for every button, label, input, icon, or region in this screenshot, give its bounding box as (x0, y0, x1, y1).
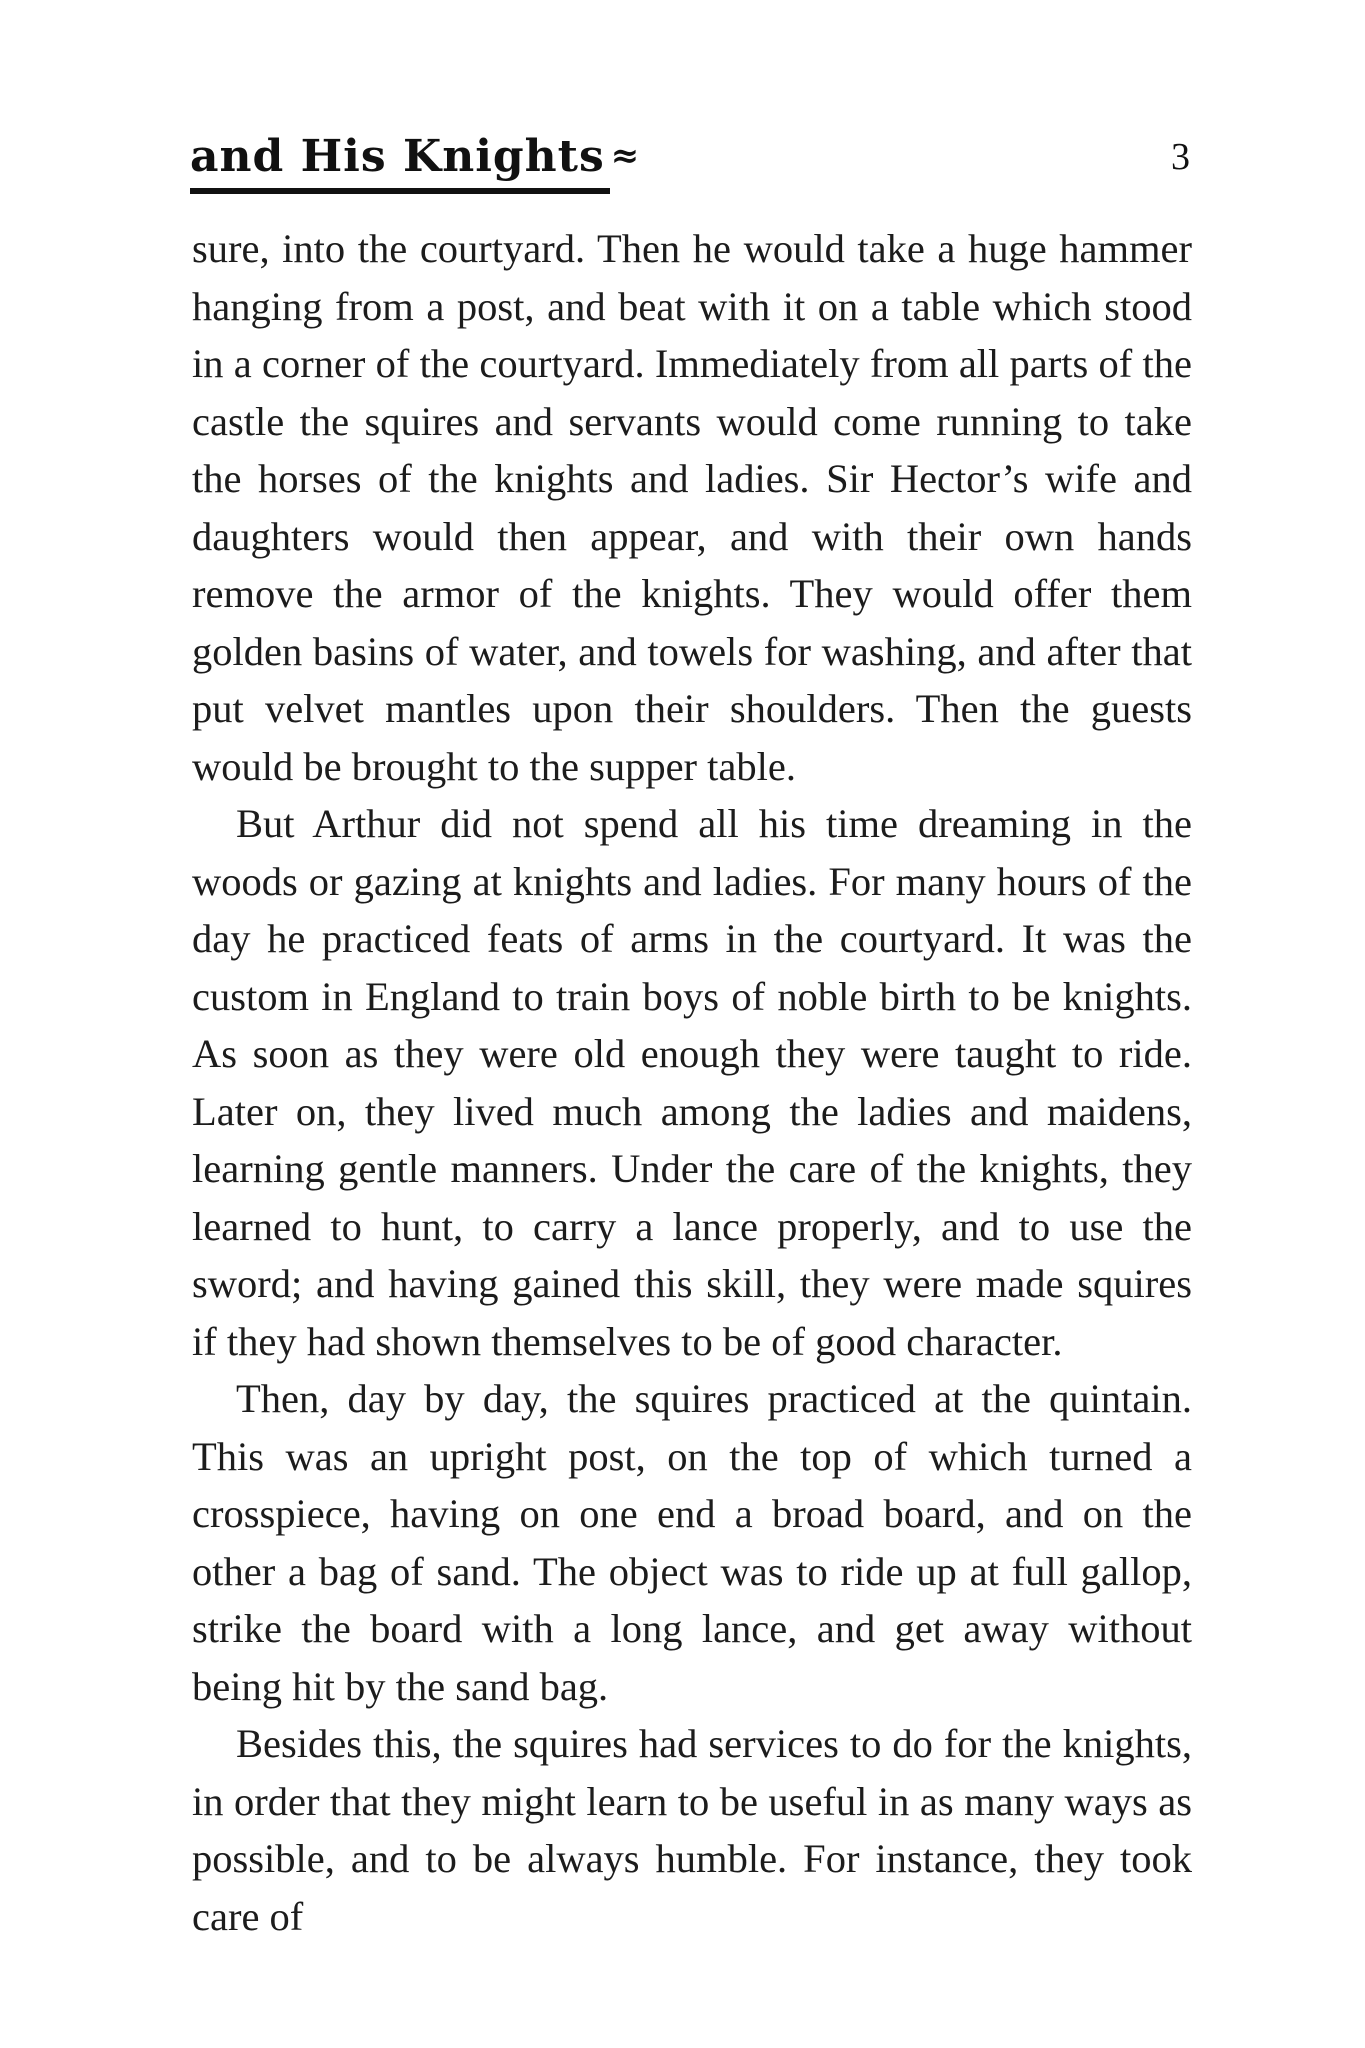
paragraph-3: Then, day by day, the squires practiced at the quintain. This was an upright post, on the top of which turned a crosspiece, having on one end a broad board, and on the other a bag of sand. The object was to ride up at full gallop, strike the board with a long lance, and get away without being hit by the sand bag. (192, 1376, 1192, 1709)
running-title-text: and His Knights (190, 131, 605, 182)
paragraph-2: But Arthur did not spend all his time dreaming in the woods or gazing at knights and ladies. For many hours of the day he practiced feats of arms in the courtyard. It was the custom in England to train boys of noble birth to be knights. As soon as they were old enough they were taught to ride. Later on, they lived much among the ladies and maidens, learning gentle manners. Under the care of the knights, they learned to hunt, to carry a lance properly, and to use the sword; and having gained this skill, they were made squires if they had shown themselves to be of good character. (192, 801, 1192, 1364)
page-number: 3 (1171, 136, 1190, 178)
body-text (192, 220, 1192, 1945)
page-header (190, 128, 1190, 198)
paragraph-1: sure, into the courtyard. Then he would take a huge hammer hanging from a post, and beat with it on a table which stood in a corner of the courtyard. Immediately from all parts of the castle the squires and servants would come running to take the horses of the knights and ladies. Sir Hector’s wife and daughters would then appear, and with their own hands remove the armor of the knights. They would offer them golden basins of water, and towels for washing, and after that put velvet mantles upon their shoulders. Then the guests would be brought to the supper table. (192, 226, 1192, 789)
wave-ornament-icon: ≈ (610, 136, 641, 176)
title-underline (190, 188, 610, 194)
paragraph-4: Besides this, the squires had services to do for the knights, in order that they might learn to be useful in as many ways as possible, and to be always humble. For instance, they took care of (192, 1721, 1192, 1939)
running-title (190, 128, 640, 185)
